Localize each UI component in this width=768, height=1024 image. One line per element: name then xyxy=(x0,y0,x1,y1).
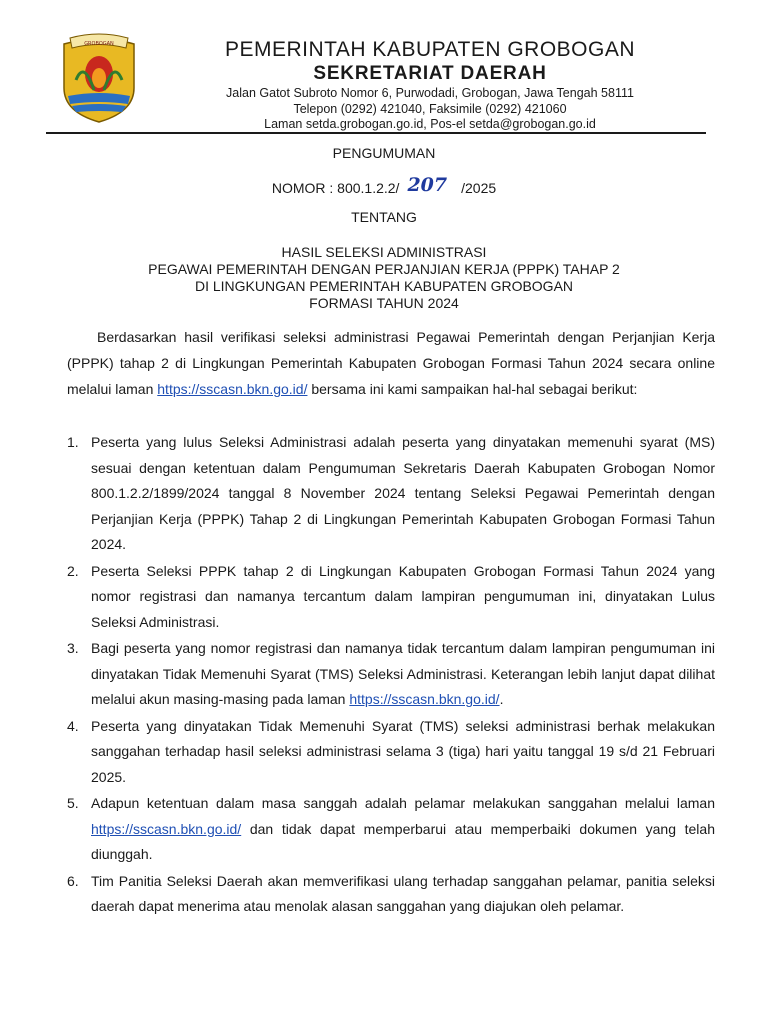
sscasn-link[interactable]: https://sscasn.bkn.go.id/ xyxy=(91,820,242,837)
intro-paragraph xyxy=(67,324,715,402)
title-line: FORMASI TAHUN 2024 xyxy=(309,295,459,311)
office-phone: Telepon (0292) 421040, Faksimile (0292) 421060 xyxy=(293,101,567,116)
document-number-suffix: /2025 xyxy=(461,180,497,196)
document-number-handwritten: 207 xyxy=(407,174,448,196)
list-item xyxy=(67,869,715,920)
grobogan-regency-emblem xyxy=(56,30,142,126)
document-type: PENGUMUMAN xyxy=(332,145,436,161)
document-number xyxy=(0,176,768,198)
government-name: PEMERINTAH KABUPATEN GROBOGAN xyxy=(224,38,636,61)
list-item-number: 3. xyxy=(67,640,79,656)
document-about: TENTANG xyxy=(351,209,417,225)
letterhead xyxy=(150,38,710,133)
list-item-number: 5. xyxy=(67,795,79,811)
title-line: DI LINGKUNGAN PEMERINTAH KABUPATEN GROBOGAN xyxy=(194,278,574,294)
list-item-text: Peserta yang lulus Seleksi Administrasi adalah peserta yang dinyatakan memenuhi syarat (MS) sesuai dengan ketentuan dalam Pengumuman Sekretaris Daerah Kabupaten Grobogan Nomor 800.1.2.2/1899/2024 tanggal 8 November 2024 tentang Seleksi Pegawai Pemerintah dengan Perjanjian Kerja (PPPK) Tahap 2 di Lingkungan Pemerintah Kabupaten Grobogan Formasi Tahun 2024. xyxy=(91,434,715,552)
office-address: Jalan Gatot Subroto Nomor 6, Purwodadi, Grobogan, Jawa Tengah 58111 xyxy=(226,86,634,100)
announcement-list xyxy=(67,430,715,921)
document-number-prefix: NOMOR : 800.1.2.2/ xyxy=(271,180,400,196)
list-item-text-end: dan tidak dapat memperbarui atau memperbaiki dokumen yang telah diunggah. xyxy=(91,820,715,862)
list-item-number: 4. xyxy=(67,717,79,734)
letterhead-divider xyxy=(46,132,706,134)
list-item-text-end: . xyxy=(499,691,504,707)
document-title xyxy=(0,244,768,312)
list-item xyxy=(67,636,715,713)
office-name: SEKRETARIAT DAERAH xyxy=(313,63,547,84)
sscasn-link[interactable]: https://sscasn.bkn.go.id/ xyxy=(157,381,308,397)
emblem-ribbon-text: GROBOGAN xyxy=(84,41,114,47)
list-item xyxy=(67,791,715,868)
list-item xyxy=(67,430,715,558)
intro-text: Berdasarkan hasil verifikasi seleksi administrasi Pegawai Pemerintah dengan Perjanjian Kerja (PPPK) tahap 2 di Lingkungan Pemerintah Kabupaten Grobogan Formasi Tahun 2024 secara online melalui laman xyxy=(67,329,715,397)
intro-text-end: bersama ini kami sampaikan hal-hal sebagai berikut: xyxy=(307,381,638,397)
title-line: PEGAWAI PEMERINTAH DENGAN PERJANJIAN KERJA (PPPK) TAHAP 2 xyxy=(148,261,620,277)
list-item-number: 1. xyxy=(67,434,79,450)
list-item-text: Tim Panitia Seleksi Daerah akan memverifikasi ulang terhadap sanggahan pelamar, panitia seleksi daerah dapat menerima atau menolak alasan sanggahan yang diajukan oleh pelamar. xyxy=(91,872,715,914)
list-item-text: Peserta Seleksi PPPK tahap 2 di Lingkungan Kabupaten Grobogan Formasi Tahun 2024 yang nomor registrasi dan namanya tercantum dalam lampiran pengumuman ini, dinyatakan Lulus Seleksi Administrasi. xyxy=(91,562,715,630)
list-item-text: Bagi peserta yang nomor registrasi dan namanya tidak tercantum dalam lampiran pengumuman ini dinyatakan Tidak Memenuhi Syarat (TMS) Seleksi Administrasi. Keterangan lebih lanjut dapat dilihat melalui akun masing-masing pada laman xyxy=(91,640,715,707)
list-item-number: 2. xyxy=(67,562,79,579)
list-item-number: 6. xyxy=(67,872,79,889)
title-line: HASIL SELEKSI ADMINISTRASI xyxy=(281,244,487,260)
list-item xyxy=(67,559,715,636)
sscasn-link[interactable]: https://sscasn.bkn.go.id/ xyxy=(349,691,500,707)
list-item-text: Peserta yang dinyatakan Tidak Memenuhi Syarat (TMS) seleksi administrasi berhak melakukan sanggahan terhadap hasil seleksi administrasi selama 3 (tiga) hari yaitu tanggal 19 s/d 21 Februari 2025. xyxy=(91,717,715,785)
list-item xyxy=(67,714,715,791)
office-web: Laman setda.grobogan.go.id, Pos-el setda@grobogan.go.id xyxy=(264,117,596,131)
list-item-text: Adapun ketentuan dalam masa sanggah adalah pelamar melakukan sanggahan melalui laman xyxy=(91,795,715,811)
